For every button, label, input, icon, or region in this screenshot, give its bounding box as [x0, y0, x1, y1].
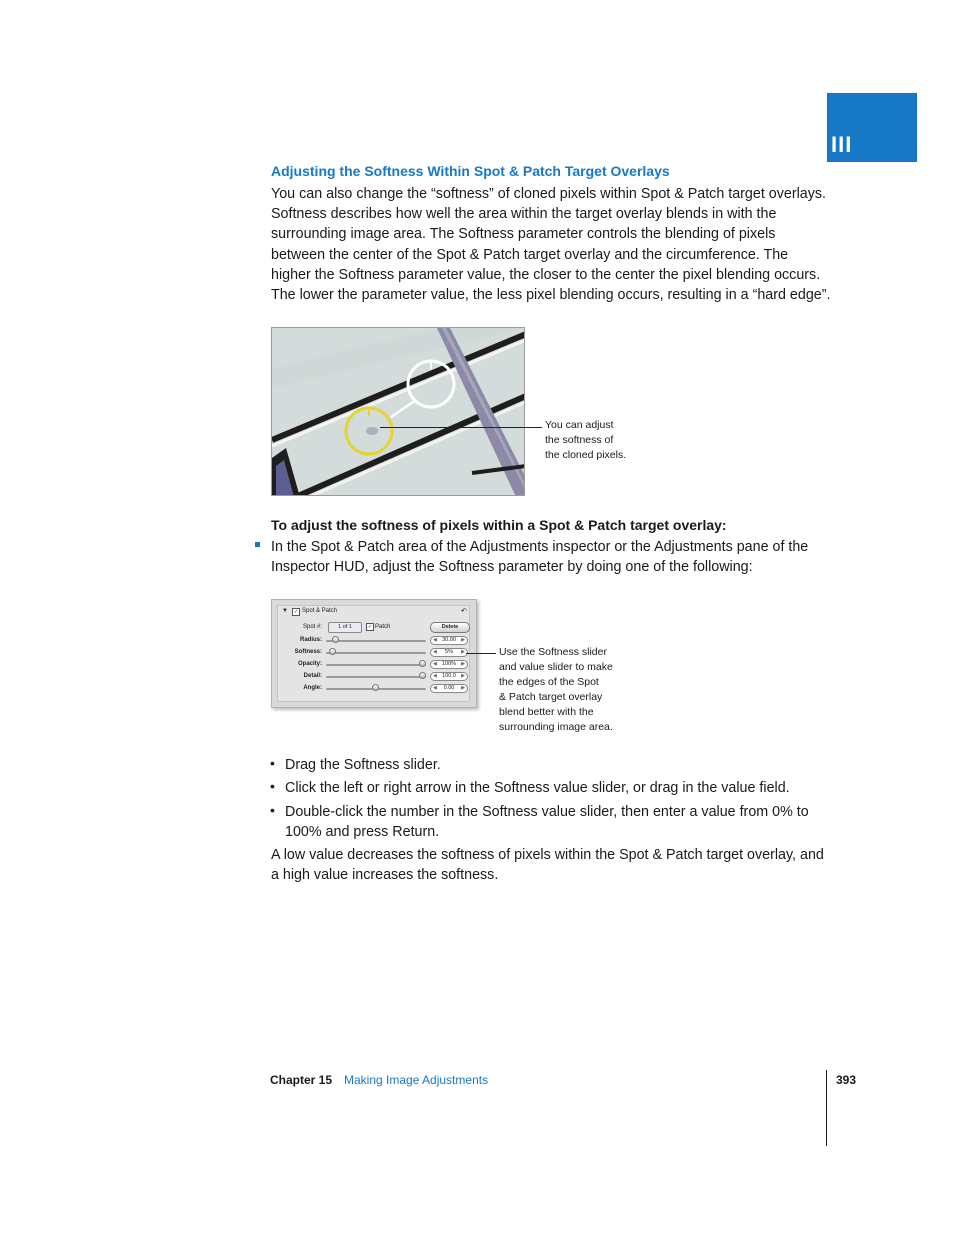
option-item	[285, 755, 830, 775]
radius-row	[278, 635, 471, 646]
patch-checkbox[interactable]: ✓	[367, 624, 373, 630]
opacity-row	[278, 659, 471, 670]
radius-value-field[interactable]	[430, 636, 468, 645]
radius-slider-track[interactable]	[326, 640, 426, 642]
figure1-callout	[545, 418, 626, 463]
left-arrow-icon[interactable]: ◀	[433, 661, 437, 667]
option-line: Click the left or right arrow in the Softness value slider, or drag in the value field.	[285, 780, 790, 796]
option-item	[285, 778, 830, 798]
option-line: Drag the Softness slider.	[285, 757, 441, 773]
part-tab	[827, 93, 917, 162]
intro-line: between the center of the Spot & Patch target overlay and the circumference. The	[271, 246, 789, 263]
callout-line-text: & Patch target overlay	[499, 691, 603, 703]
angle-row	[278, 683, 471, 694]
opacity-value: 100%	[441, 661, 457, 667]
angle-value: 0.00	[443, 685, 455, 691]
angle-slider-knob[interactable]	[372, 684, 379, 691]
bullet-dot: •	[270, 755, 275, 771]
radius-value: 30.00	[442, 637, 456, 643]
detail-slider-track[interactable]	[326, 676, 426, 678]
opacity-slider-knob[interactable]	[419, 660, 426, 667]
intro-line: higher the Softness parameter value, the closer to the center the pixel blending occurs.	[271, 266, 821, 283]
opacity-slider-track[interactable]	[326, 664, 426, 666]
softness-slider-track[interactable]	[326, 652, 426, 654]
left-arrow-icon[interactable]: ◀	[433, 685, 437, 691]
softness-value: 5%	[445, 649, 453, 655]
disclosure-triangle-icon[interactable]: ▼	[282, 608, 288, 614]
patch-label: Patch	[375, 624, 391, 630]
procedure-title: To adjust the softness of pixels within a Spot & Patch target overlay:	[271, 517, 727, 533]
spot-number-label: Spot #:	[302, 624, 322, 630]
right-arrow-icon[interactable]: ▶	[461, 685, 465, 691]
angle-label: Angle:	[303, 685, 322, 691]
intro-line: The lower the parameter value, the less pixel blending occurs, resulting in a “hard edge”.	[271, 287, 831, 304]
callout-leader-line	[466, 653, 496, 654]
part-tab-label: III	[831, 132, 853, 157]
footer-chapter: Chapter 15	[270, 1073, 333, 1087]
panel-title: Spot & Patch	[302, 608, 338, 614]
radius-label: Radius:	[299, 637, 322, 643]
section-heading: Adjusting the Softness Within Spot & Patch Target Overlays	[271, 163, 670, 179]
left-arrow-icon[interactable]: ◀	[433, 673, 437, 679]
softness-value-field[interactable]	[430, 648, 468, 657]
bullet-dot: •	[270, 778, 275, 794]
option-item	[285, 802, 830, 842]
intro-paragraph	[271, 184, 831, 305]
option-line: Double-click the number in the Softness value slider, then enter a value from 0% to	[285, 804, 809, 820]
callout-line-text: the softness of	[545, 434, 614, 446]
radius-slider-knob[interactable]	[332, 636, 339, 643]
closing-paragraph	[271, 845, 831, 885]
step-line: In the Spot & Patch area of the Adjustments inspector or the Adjustments pane of the	[271, 539, 809, 555]
intro-line: You can also change the “softness” of cloned pixels within Spot & Patch target overlays.	[271, 186, 826, 202]
detail-row	[278, 671, 471, 682]
detail-slider-knob[interactable]	[419, 672, 426, 679]
angle-value-field[interactable]	[430, 684, 468, 693]
spot-patch-checkbox[interactable]: ✓	[293, 609, 299, 615]
opacity-label: Opacity:	[297, 661, 322, 667]
spot-number-field[interactable]: 1 of 1	[328, 622, 362, 633]
callout-line-text: the edges of the Spot	[499, 676, 599, 688]
softness-label: Softness:	[294, 649, 322, 655]
bullet-dot: •	[270, 802, 275, 818]
softness-row	[278, 647, 471, 658]
option-line: 100% and press Return.	[285, 824, 440, 841]
detail-value: 100.0	[442, 673, 456, 679]
callout-line-text: and value slider to make	[499, 661, 613, 673]
left-arrow-icon[interactable]: ◀	[433, 637, 437, 643]
figure2-callout	[499, 645, 613, 735]
overlay-illustration	[272, 328, 525, 496]
spot-patch-overlay-image	[271, 327, 525, 496]
right-arrow-icon[interactable]: ▶	[461, 661, 465, 667]
reset-arrow-icon[interactable]: ↶	[461, 608, 467, 615]
opacity-value-field[interactable]	[430, 660, 468, 669]
right-arrow-icon[interactable]: ▶	[461, 649, 465, 655]
footer-chapter-title: Making Image Adjustments	[344, 1073, 489, 1087]
detail-label: Detail:	[303, 673, 322, 679]
square-bullet-icon	[255, 542, 260, 547]
closing-line: a high value increases the softness.	[271, 867, 499, 884]
callout-line-text: Use the Softness slider	[499, 646, 607, 658]
callout-line-text: You can adjust	[545, 419, 614, 431]
spot-patch-inspector-panel	[271, 599, 477, 708]
left-arrow-icon[interactable]: ◀	[433, 649, 437, 655]
callout-line-text: surrounding image area.	[499, 721, 613, 733]
callout-line-text: the cloned pixels.	[545, 449, 627, 461]
softness-slider-knob[interactable]	[329, 648, 336, 655]
callout-line-text: blend better with the	[499, 706, 594, 718]
callout-leader-line	[380, 427, 542, 428]
right-arrow-icon[interactable]: ▶	[461, 637, 465, 643]
step-line: Inspector HUD, adjust the Softness parameter by doing one of the following:	[271, 559, 753, 576]
footer-divider	[826, 1070, 827, 1146]
delete-button[interactable]: Delete	[430, 622, 470, 633]
detail-value-field[interactable]	[430, 672, 468, 681]
spot-patch-pane	[277, 605, 470, 702]
intro-line: surrounding image area. The Softness parameter controls the blending of pixels	[271, 226, 776, 243]
procedure-step	[271, 537, 831, 577]
right-arrow-icon[interactable]: ▶	[461, 673, 465, 679]
page-number: 393	[836, 1073, 857, 1087]
closing-line: A low value decreases the softness of pixels within the Spot & Patch target overlay, and	[271, 847, 824, 863]
intro-line: Softness describes how well the area within the target overlay blends in with the	[271, 206, 777, 223]
